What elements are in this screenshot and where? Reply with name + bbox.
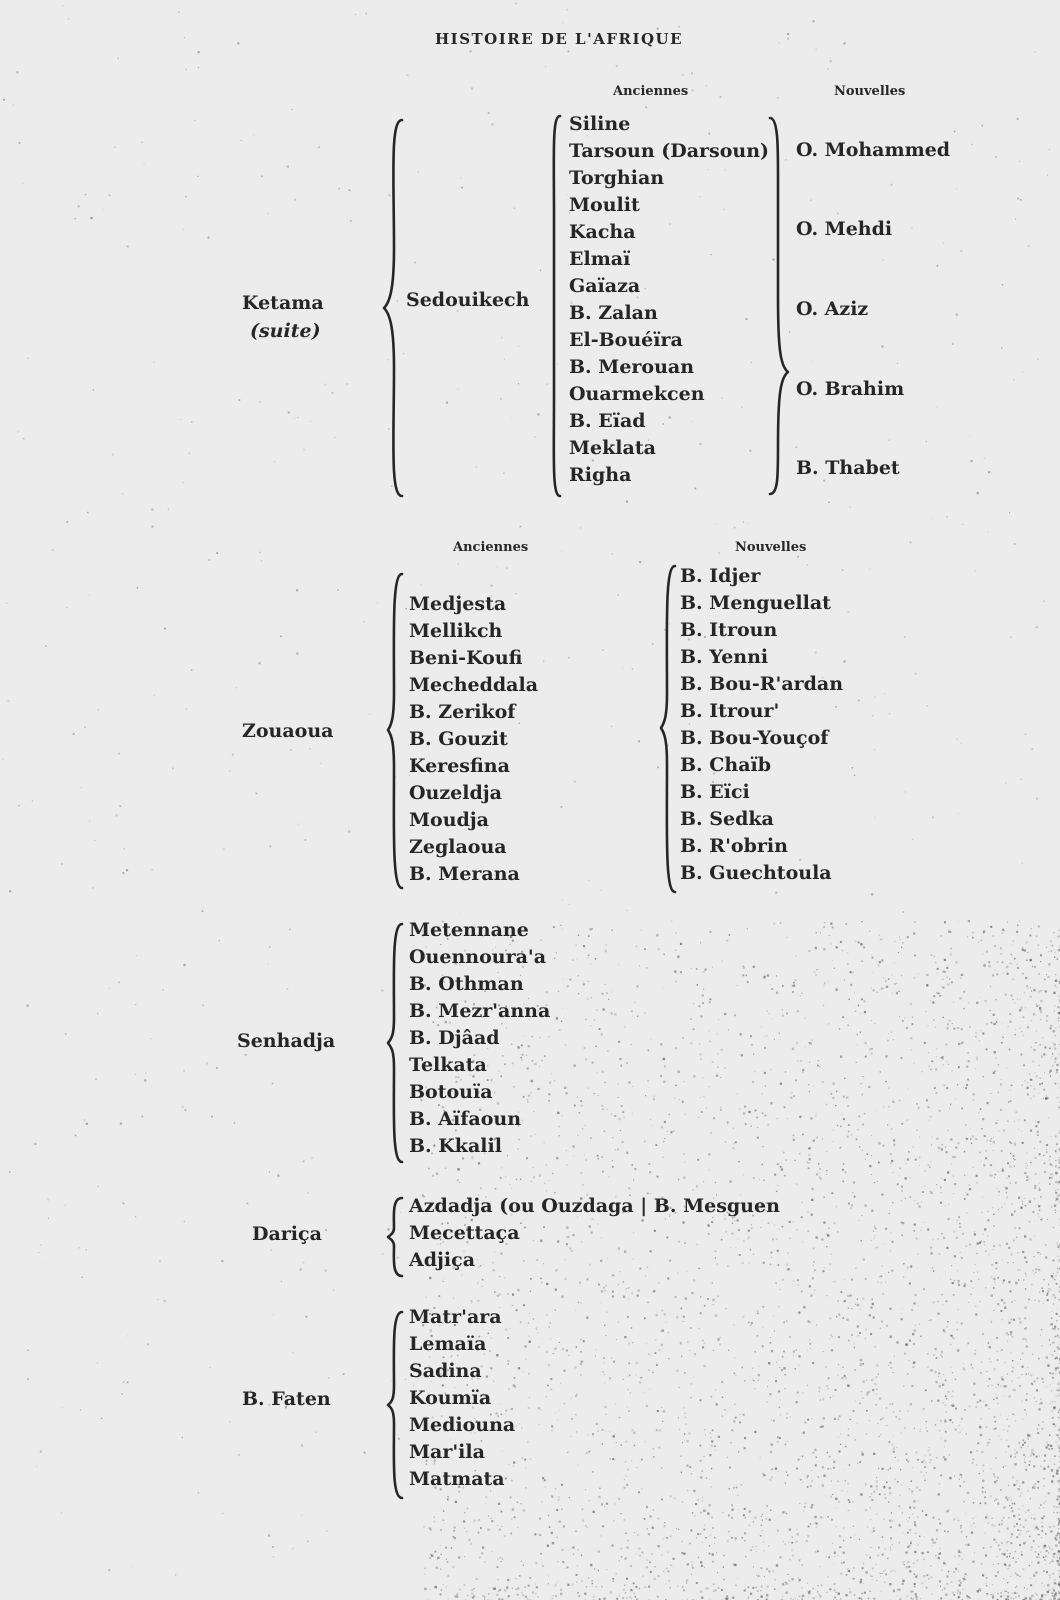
- brace-ketama-new: [768, 116, 790, 496]
- zouaoua-old-list: [409, 591, 538, 888]
- tribe-zouaoua: Zouaoua: [242, 720, 334, 742]
- list-item: B. Aïfaoun: [409, 1108, 522, 1130]
- list-item: B. Guechtoula: [680, 862, 832, 884]
- brace-zouaoua-new: [659, 564, 677, 894]
- list-item: B. Eïad: [569, 410, 646, 432]
- list-item: Lemaïa: [409, 1333, 487, 1355]
- list-item: Matmata: [409, 1468, 505, 1490]
- list-item: B. Zerikof: [409, 701, 516, 723]
- list-item: Telkata: [409, 1054, 487, 1076]
- list-item: B. Itrour': [680, 700, 780, 722]
- list-item: Keresfina: [409, 755, 510, 777]
- list-item: B. Bou-Youçof: [680, 727, 829, 749]
- list-item: Sadina: [409, 1360, 482, 1382]
- list-item: Koumïa: [409, 1387, 492, 1409]
- zouaoua-new-list: [680, 563, 843, 887]
- ketama-head-nouvelles: Nouvelles: [834, 84, 906, 99]
- list-item: Torghian: [569, 167, 665, 189]
- list-item: B. Djâad: [409, 1027, 500, 1049]
- list-item: Adjiça: [409, 1249, 475, 1271]
- list-item: B. Menguellat: [680, 592, 831, 614]
- list-item: B. Yenni: [680, 646, 769, 668]
- list-item: Tarsoun (Darsoun): [569, 140, 770, 162]
- zouaoua-head-anciennes: Anciennes: [453, 540, 529, 555]
- list-item: Siline: [569, 113, 631, 135]
- list-item: Matr'ara: [409, 1306, 502, 1328]
- tribe-darica: Dariça: [252, 1223, 322, 1245]
- list-item: B. Merouan: [569, 356, 695, 378]
- ketama-new-item: O. Mehdi: [796, 218, 893, 240]
- list-item: Righa: [569, 464, 632, 486]
- list-item: B. Idjer: [680, 565, 761, 587]
- list-item: Ouennoura'a: [409, 946, 547, 968]
- list-item: Mar'ila: [409, 1441, 485, 1463]
- list-item: Mediouna: [409, 1414, 516, 1436]
- list-item: Ouarmekcen: [569, 383, 705, 405]
- ketama-new-item: O. Mohammed: [796, 139, 951, 161]
- tribe-ketama-note: (suite): [250, 320, 321, 342]
- list-item: B. R'obrin: [680, 835, 788, 857]
- list-item: B. Eïci: [680, 781, 750, 803]
- list-item: Meklata: [569, 437, 656, 459]
- list-item: Mecheddala: [409, 674, 539, 696]
- list-item: B. Mezr'anna: [409, 1000, 551, 1022]
- ketama-new-item: B. Thabet: [796, 457, 900, 479]
- list-item: Ouzeldja: [409, 782, 502, 804]
- darica-list: [409, 1193, 780, 1274]
- list-item: B. Bou-R'ardan: [680, 673, 844, 695]
- list-item: B. Kkalil: [409, 1135, 502, 1157]
- brace-ketama-old: [548, 114, 562, 498]
- list-item: B. Merana: [409, 863, 520, 885]
- tribe-ketama: Ketama: [242, 292, 324, 314]
- list-item: Moulit: [569, 194, 640, 216]
- tribe-senhadja: Senhadja: [237, 1030, 336, 1052]
- page-header: HISTOIRE DE L'AFRIQUE: [435, 30, 684, 48]
- senhadja-list: [409, 917, 550, 1160]
- brace-ketama: [382, 118, 406, 498]
- zouaoua-head-nouvelles: Nouvelles: [735, 540, 807, 555]
- list-item: Beni-Koufi: [409, 647, 523, 669]
- subgroup-sedouikech: Sedouikech: [406, 289, 530, 311]
- list-item: B. Gouzit: [409, 728, 508, 750]
- list-item: Moudja: [409, 809, 489, 831]
- ketama-old-list: [569, 111, 769, 489]
- list-item: El-Bouéïra: [569, 329, 683, 351]
- list-item: Mecettaça: [409, 1222, 520, 1244]
- list-item: Kacha: [569, 221, 636, 243]
- list-item: Medjesta: [409, 593, 507, 615]
- list-item: Mellikch: [409, 620, 503, 642]
- ketama-new-item: O. Aziz: [796, 298, 869, 320]
- list-item: B. Chaïb: [680, 754, 772, 776]
- list-item: Azdadja (ou Ouzdaga | B. Mesguen: [409, 1195, 780, 1217]
- bfaten-list: [409, 1304, 515, 1493]
- brace-zouaoua: [386, 572, 404, 890]
- list-item: B. Sedka: [680, 808, 774, 830]
- list-item: Elmaï: [569, 248, 631, 270]
- list-item: B. Zalan: [569, 302, 658, 324]
- list-item: Gaïaza: [569, 275, 641, 297]
- brace-senhadja: [386, 922, 404, 1164]
- brace-bfaten: [386, 1310, 404, 1500]
- list-item: Metennane: [409, 919, 529, 941]
- list-item: Botouïa: [409, 1081, 493, 1103]
- list-item: B. Othman: [409, 973, 524, 995]
- tribe-bfaten: B. Faten: [242, 1388, 331, 1410]
- list-item: Zeglaoua: [409, 836, 507, 858]
- brace-darica: [386, 1196, 404, 1278]
- list-item: B. Itroun: [680, 619, 778, 641]
- ketama-new-item: O. Brahim: [796, 378, 905, 400]
- ketama-head-anciennes: Anciennes: [613, 84, 689, 99]
